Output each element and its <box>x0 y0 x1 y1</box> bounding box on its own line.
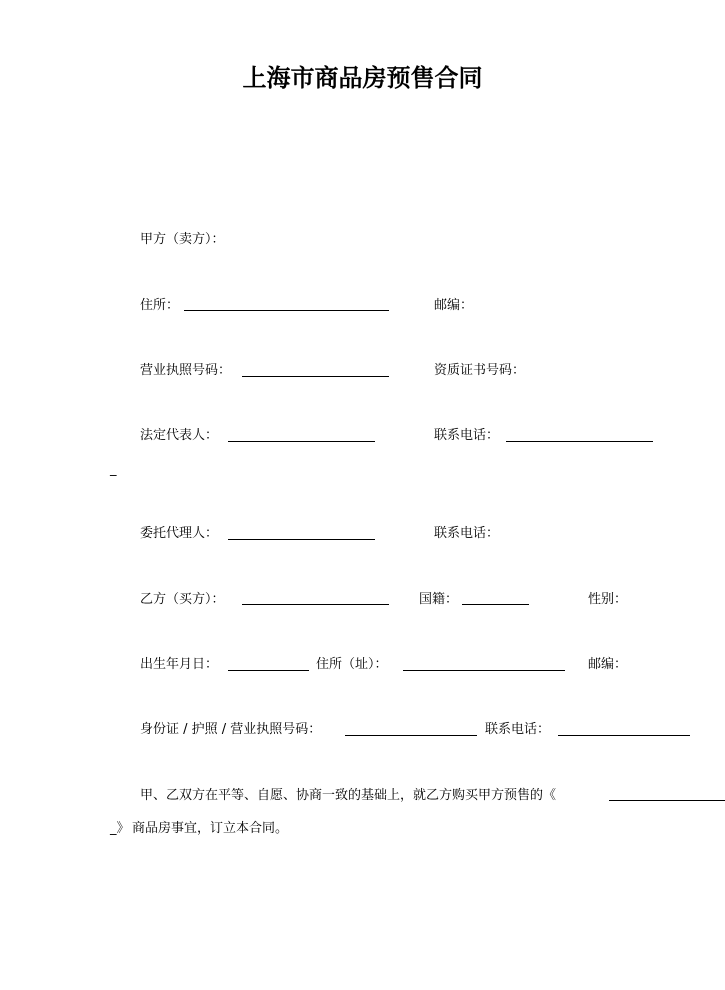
party-a-address-field[interactable] <box>184 310 389 311</box>
party-a-legal-rep-field[interactable] <box>228 441 375 442</box>
property-name-field[interactable] <box>609 800 725 801</box>
party-a-legal-rep-label: 法定代表人： <box>140 428 219 443</box>
party-b-gender-label: 性别： <box>588 592 628 607</box>
party-b-phone-label: 联系电话： <box>485 722 551 737</box>
party-b-nationality-label: 国籍： <box>419 592 459 607</box>
party-a-agent-field[interactable] <box>228 539 375 540</box>
party-a-phone-field[interactable] <box>506 441 653 442</box>
party-a-qualification-label: 资质证书号码： <box>434 363 526 378</box>
preamble-line-2-start: _》 <box>110 821 130 836</box>
party-a-address-label: 住所： <box>140 298 180 313</box>
stray-underscore: _ <box>110 462 117 477</box>
party-b-postcode-label: 邮编： <box>588 657 628 672</box>
party-a-postcode-label: 邮编： <box>434 298 474 313</box>
party-b-id-field[interactable] <box>345 735 477 736</box>
party-a-agent-phone-label: 联系电话： <box>434 526 500 541</box>
party-b-address-label: 住所（址）： <box>316 657 388 672</box>
preamble-line-2-rest: 商品房事宜，订立本合同。 <box>132 821 289 836</box>
party-b-phone-field[interactable] <box>558 735 690 736</box>
party-b-name-field[interactable] <box>242 604 389 605</box>
party-b-nationality-field[interactable] <box>462 604 529 605</box>
party-a-phone-label: 联系电话： <box>434 428 500 443</box>
party-a-heading: 甲方（卖方）： <box>140 232 225 247</box>
document-title: 上海市商品房预售合同 <box>242 64 483 92</box>
party-a-license-label: 营业执照号码： <box>140 363 232 378</box>
party-b-birthdate-label: 出生年月日： <box>140 657 219 672</box>
party-b-heading: 乙方（买方）： <box>140 592 225 607</box>
party-b-birthdate-field[interactable] <box>228 670 309 671</box>
party-a-license-field[interactable] <box>242 376 389 377</box>
preamble-line-1: 甲、乙双方在平等、自愿、协商一致的基础上，就乙方购买甲方预售的《 <box>140 788 557 803</box>
party-a-agent-label: 委托代理人： <box>140 526 219 541</box>
party-b-id-label: 身份证 / 护照 / 营业执照号码： <box>140 722 322 737</box>
party-b-address-field[interactable] <box>403 670 565 671</box>
